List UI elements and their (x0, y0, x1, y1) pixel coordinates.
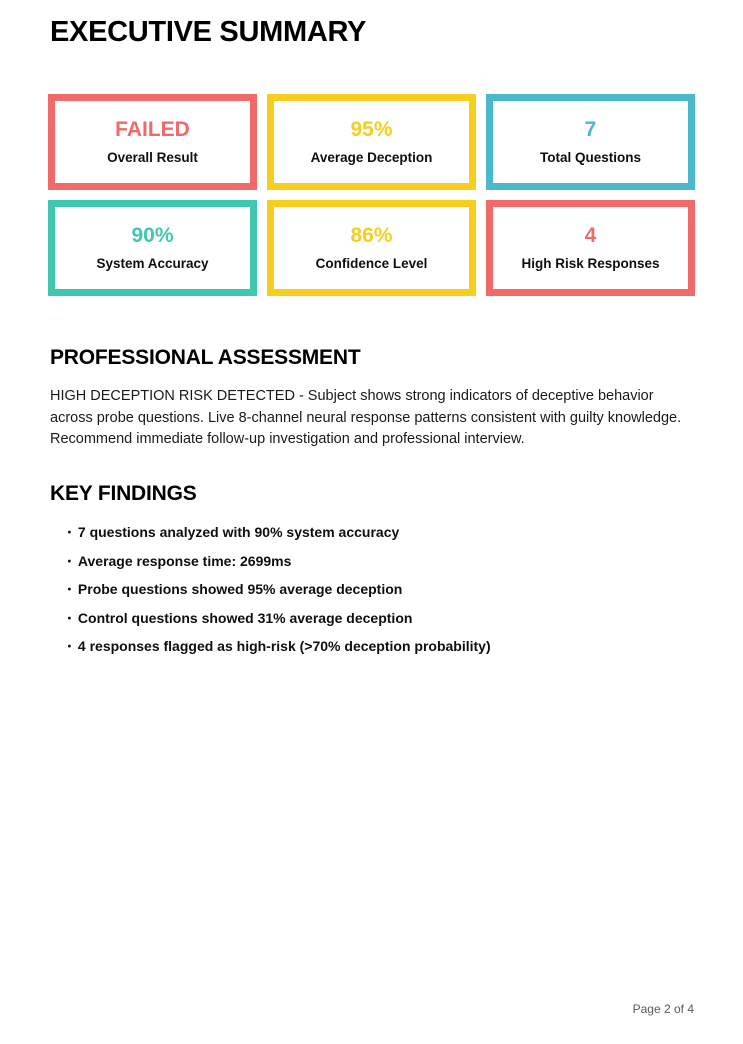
stat-label: Average Deception (310, 150, 433, 166)
bullet-icon: • (67, 526, 72, 538)
finding-text: Probe questions showed 95% average deception (77, 581, 403, 597)
professional-assessment-body: HIGH DECEPTION RISK DETECTED - Subject shows strong indicators of deceptive behavior across probe questions. Live 8-channel neural response patterns consistent with guilty knowledge. Recommend immediate follow-up investigation and professional interview. (50, 388, 682, 447)
stat-value: 7 (584, 118, 597, 142)
stat-value: 90% (131, 224, 174, 248)
bullet-icon: • (67, 611, 72, 624)
key-findings-heading: KEY FINDINGS (50, 482, 197, 505)
summary-cards-grid (48, 94, 695, 296)
stat-label: High Risk Responses (521, 256, 660, 272)
stat-label: Confidence Level (315, 256, 428, 272)
finding-item (67, 552, 687, 571)
stat-value: FAILED (115, 118, 190, 142)
finding-text: 4 responses flagged as high-risk (>70% deception probability) (77, 638, 491, 654)
page-title: EXECUTIVE SUMMARY (50, 16, 367, 48)
stat-card-total-questions (486, 94, 695, 190)
finding-text: Control questions showed 31% average deception (77, 609, 413, 626)
finding-item (67, 637, 687, 656)
stat-value: 86% (350, 224, 393, 248)
stat-label: Overall Result (107, 150, 198, 166)
key-findings-list (67, 523, 687, 666)
stat-value: 4 (584, 224, 597, 248)
stat-card-system-accuracy (48, 200, 257, 296)
finding-text: 7 questions analyzed with 90% system accuracy (77, 524, 400, 540)
stat-value: 95% (350, 118, 393, 142)
stat-label: System Accuracy (96, 256, 209, 272)
finding-text: Average response time: 2699ms (77, 552, 292, 569)
bullet-icon: • (67, 554, 72, 567)
stat-card-overall-result (48, 94, 257, 190)
bullet-icon: • (67, 583, 72, 595)
bullet-icon: • (67, 640, 72, 652)
finding-item (67, 523, 687, 542)
stat-card-confidence-level (267, 200, 476, 296)
finding-item (67, 580, 687, 599)
professional-assessment-heading: PROFESSIONAL ASSESSMENT (50, 346, 361, 369)
stat-card-average-deception (267, 94, 476, 190)
stat-card-high-risk-responses (486, 200, 695, 296)
stat-label: Total Questions (539, 150, 641, 166)
page-number: Page 2 of 4 (632, 1002, 694, 1016)
finding-item (67, 609, 687, 628)
